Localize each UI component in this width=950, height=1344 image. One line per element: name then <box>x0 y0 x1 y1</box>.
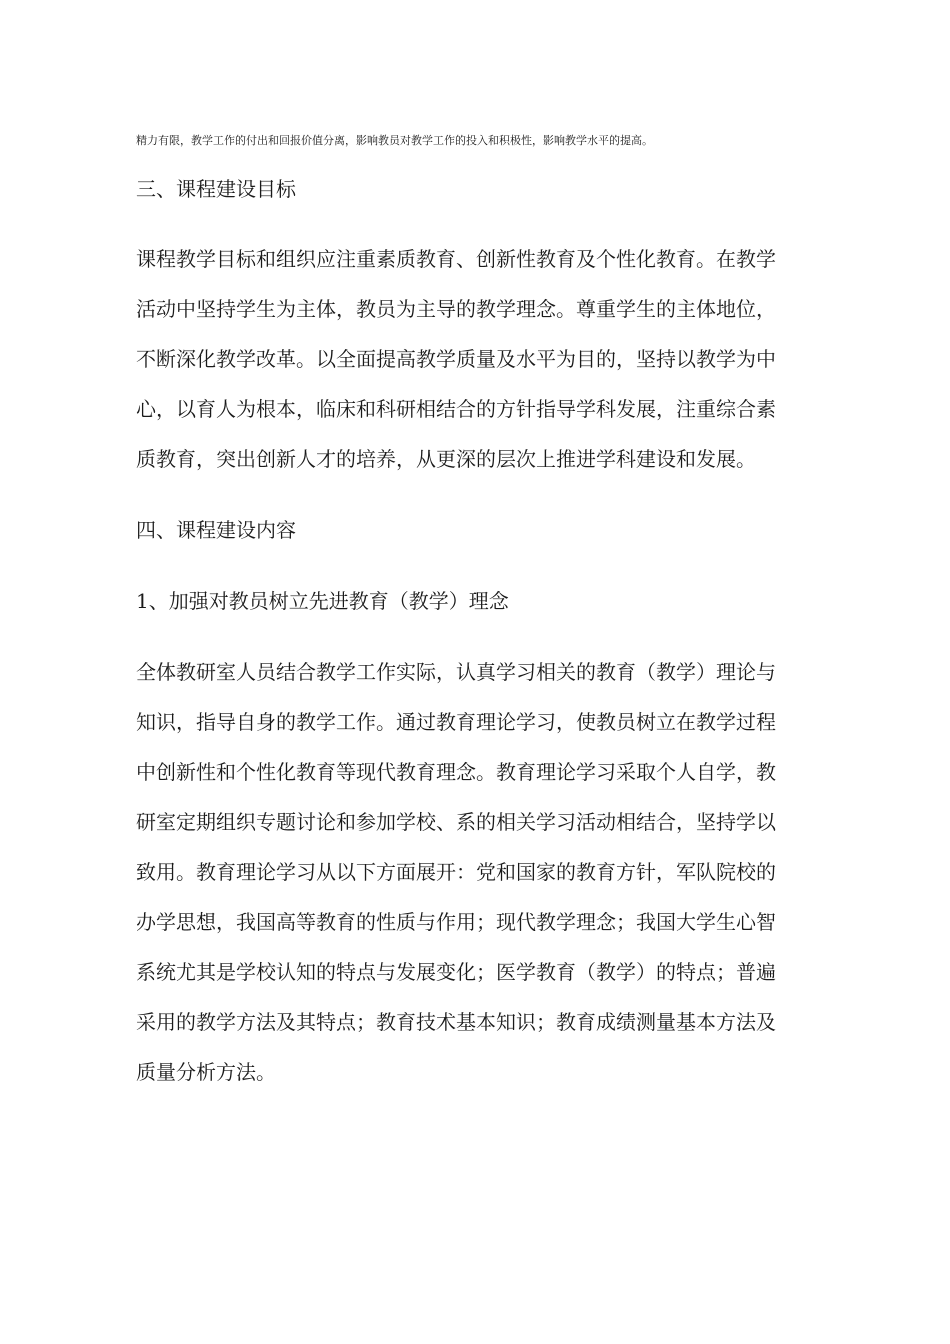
section-heading-goals: 三、课程建设目标 <box>136 177 296 201</box>
paragraph-line: 研室定期组织专题讨论和参加学校、系的相关学习活动相结合，坚持学以 <box>136 810 776 834</box>
paragraph-line: 中创新性和个性化教育等现代教育理念。教育理论学习采取个人自学，教 <box>136 760 776 784</box>
subsection-heading-teaching-philosophy: 1、加强对教员树立先进教育（教学）理念 <box>136 589 509 613</box>
paragraph-line: 质教育，突出创新人才的培养，从更深的层次上推进学科建设和发展。 <box>136 447 756 471</box>
top-note: 精力有限，教学工作的付出和回报价值分离，影响教员对教学工作的投入和积极性，影响教学水平的提高。 <box>136 134 653 147</box>
section-goals-paragraph <box>136 234 816 484</box>
paragraph-line: 质量分析方法。 <box>136 1060 276 1084</box>
paragraph-line: 课程教学目标和组织应注重素质教育、创新性教育及个性化教育。在教学 <box>136 247 776 271</box>
paragraph-line: 知识，指导自身的教学工作。通过教育理论学习，使教员树立在教学过程 <box>136 710 776 734</box>
paragraph-line: 办学思想，我国高等教育的性质与作用；现代教学理念；我国大学生心智 <box>136 910 776 934</box>
paragraph-line: 全体教研室人员结合教学工作实际，认真学习相关的教育（教学）理论与 <box>136 660 776 684</box>
paragraph-line: 致用。教育理论学习从以下方面展开：党和国家的教育方针，军队院校的 <box>136 860 776 884</box>
paragraph-line: 采用的教学方法及其特点；教育技术基本知识；教育成绩测量基本方法及 <box>136 1010 776 1034</box>
paragraph-line: 心，以育人为根本，临床和科研相结合的方针指导学科发展，注重综合素 <box>136 397 776 421</box>
paragraph-line: 系统尤其是学校认知的特点与发展变化；医学教育（教学）的特点；普遍 <box>136 960 776 984</box>
subsection-philosophy-paragraph <box>136 647 816 1097</box>
paragraph-line: 活动中坚持学生为主体，教员为主导的教学理念。尊重学生的主体地位， <box>136 297 776 321</box>
section-heading-content: 四、课程建设内容 <box>136 518 296 542</box>
paragraph-line: 不断深化教学改革。以全面提高教学质量及水平为目的，坚持以教学为中 <box>136 347 776 371</box>
